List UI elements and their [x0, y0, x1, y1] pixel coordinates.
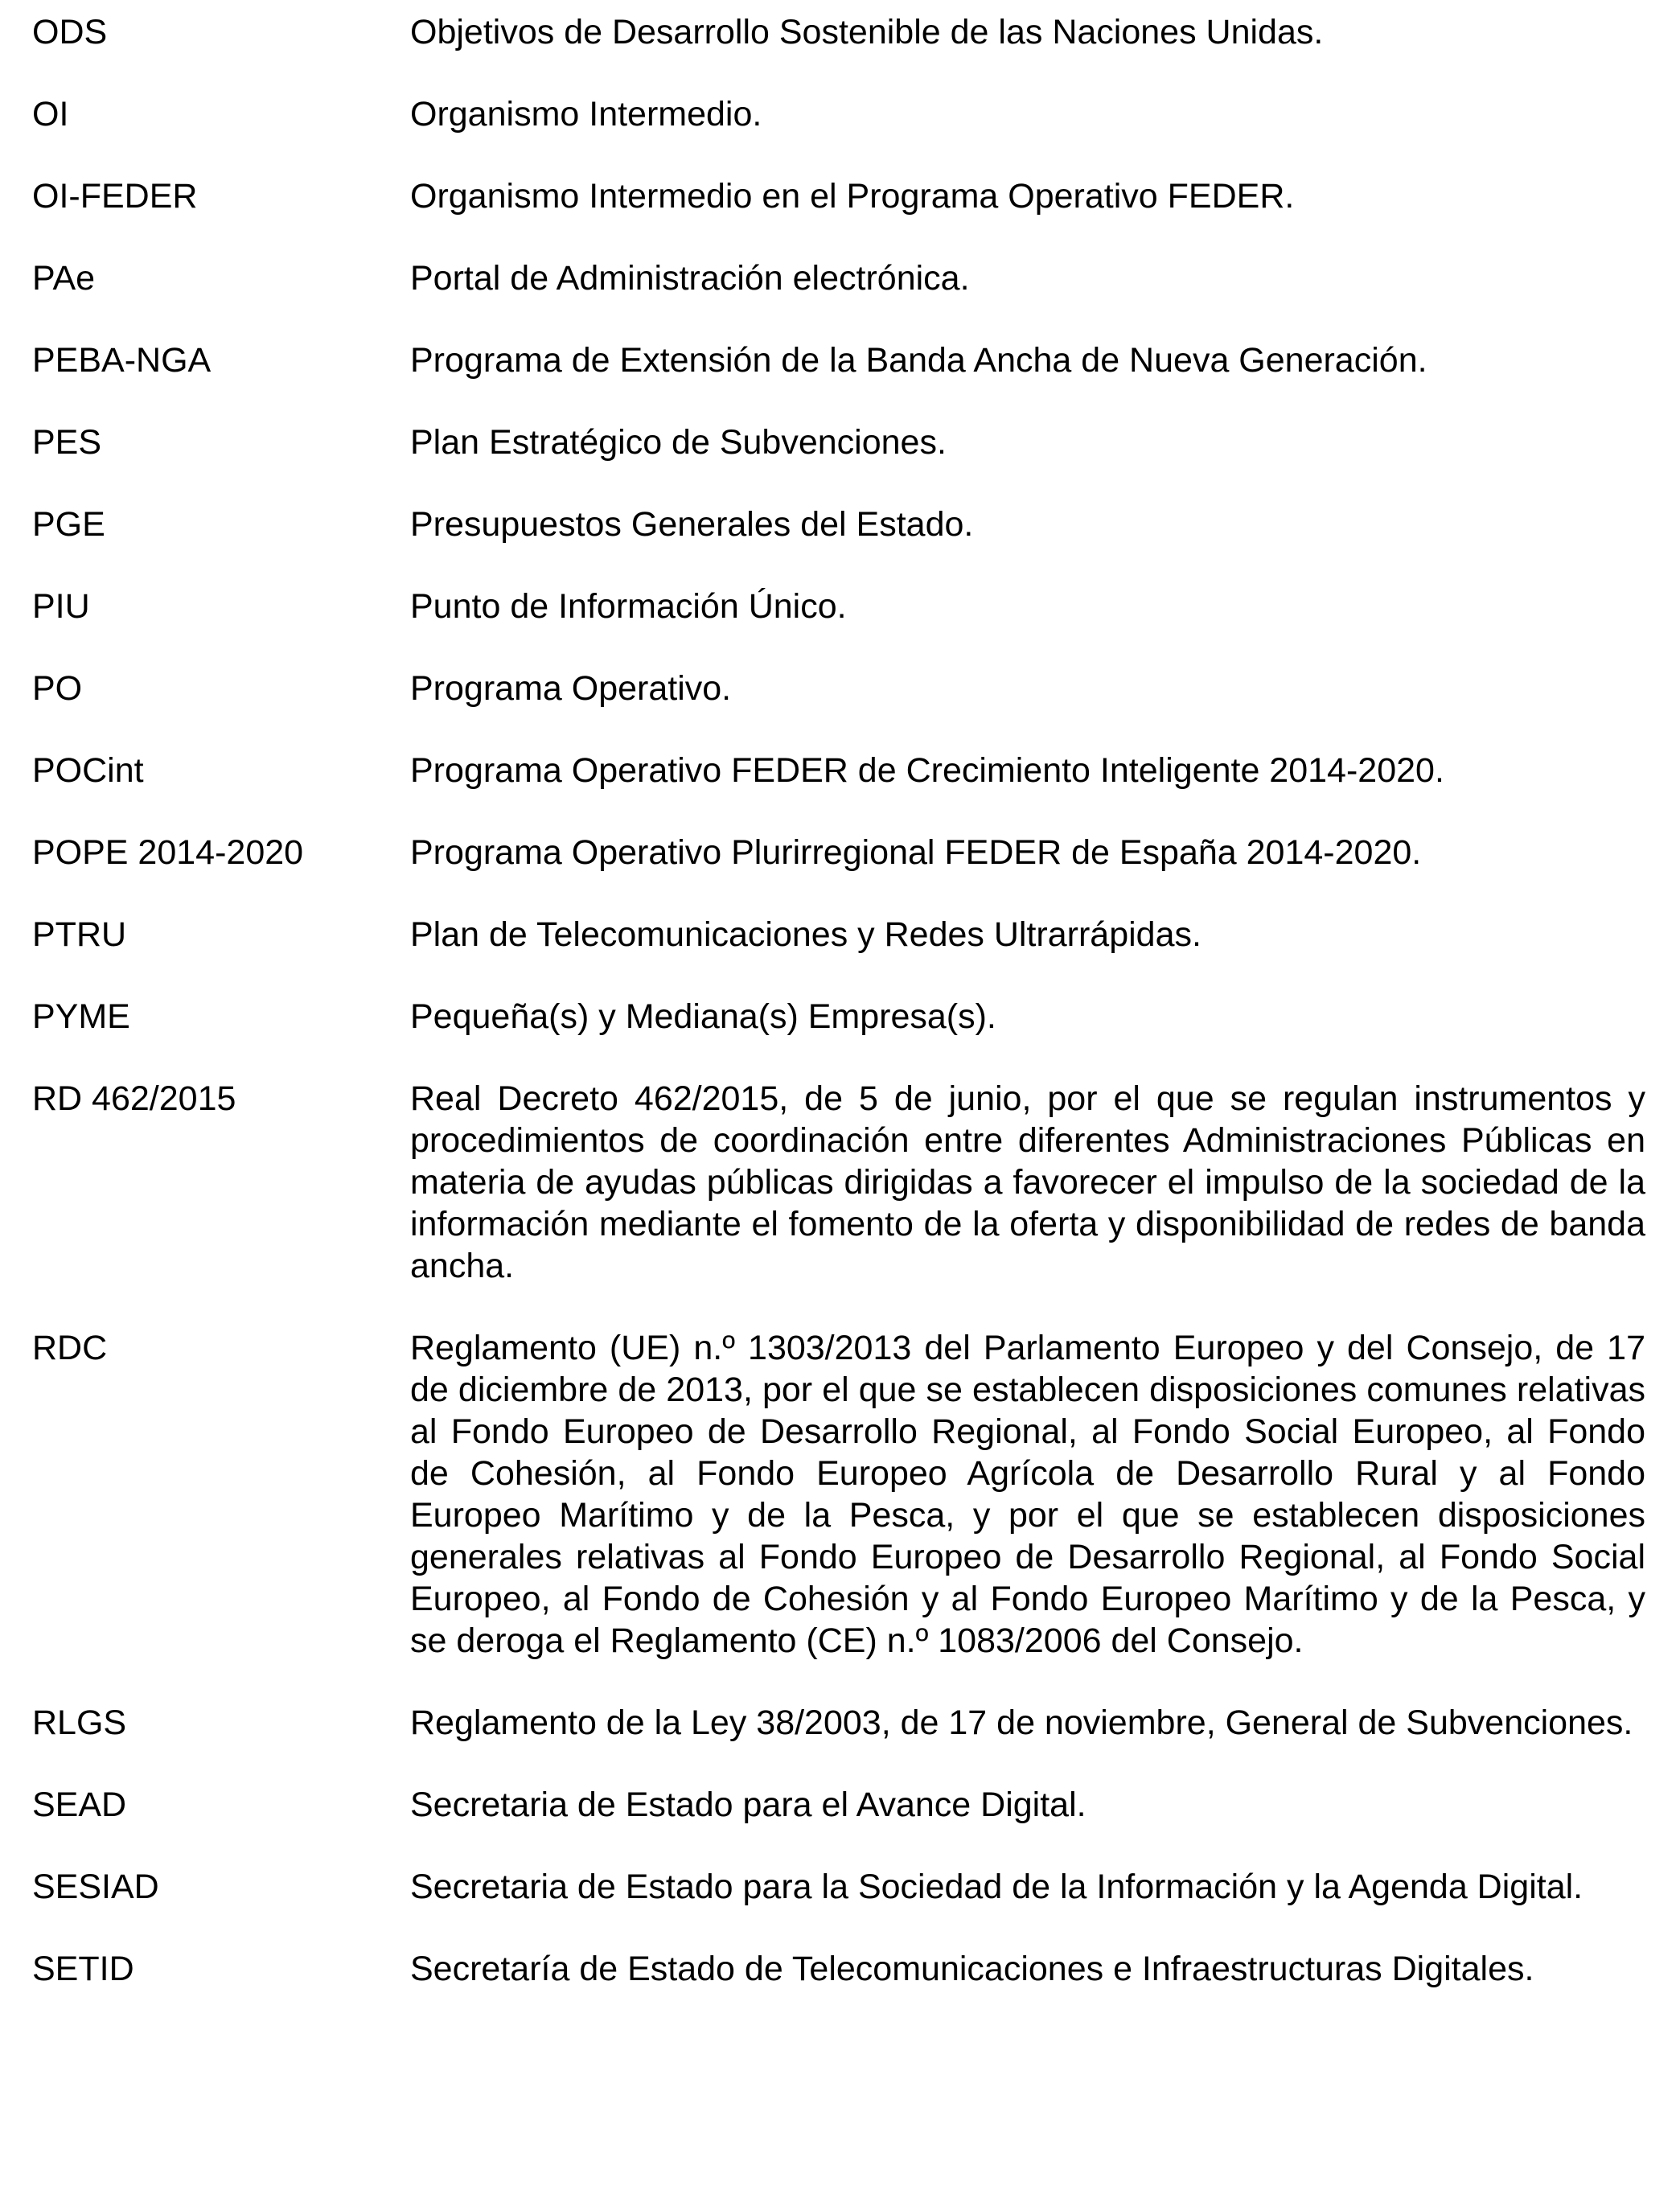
glossary-definition: Reglamento de la Ley 38/2003, de 17 de noviembre, General de Subvenciones. — [410, 1703, 1633, 1742]
glossary-term: RLGS — [32, 1703, 127, 1742]
glossary-entry — [32, 1784, 1645, 1826]
glossary-entry — [32, 750, 1645, 791]
glossary-term: RDC — [32, 1329, 108, 1367]
glossary-definition: Organismo Intermedio. — [410, 95, 762, 134]
glossary-definition: Punto de Información Único. — [410, 587, 847, 626]
glossary-term: PEBA-NGA — [32, 341, 212, 380]
glossary-entry — [32, 1078, 1645, 1287]
glossary-entry — [32, 175, 1645, 217]
glossary-definition: Reglamento (UE) n.º 1303/2013 del Parlamento Europeo y del Consejo, de 17 de diciembre de 2013, por el que se establecen disposiciones comunes relativas al Fondo Europeo de Desarrollo Regional, al Fondo Social Europeo, al Fondo de Cohesión, al Fondo Europeo Agrícola de Desarrollo Rural y al Fondo Europeo Marítimo y de la Pesca, y por el que se establecen disposiciones generales relativas al Fondo Europeo de Desarrollo Regional, al Fondo Social Europeo, al Fondo de Cohesión y al Fondo Europeo Marítimo y de la Pesca, y se deroga el Reglamento (CE) n.º 1083/2006 del Consejo. — [410, 1329, 1645, 1660]
glossary-definition: Programa Operativo. — [410, 669, 732, 708]
glossary-definition: Plan de Telecomunicaciones y Redes Ultrarrápidas. — [410, 915, 1201, 954]
glossary-term: PIU — [32, 587, 90, 626]
glossary-definition: Pequeña(s) y Mediana(s) Empresa(s). — [410, 997, 996, 1036]
glossary-entry — [32, 832, 1645, 873]
glossary-definition: Portal de Administración electrónica. — [410, 259, 970, 298]
glossary-entry — [32, 93, 1645, 135]
glossary-term: PES — [32, 423, 102, 462]
glossary-entry — [32, 421, 1645, 463]
glossary-definition: Plan Estratégico de Subvenciones. — [410, 423, 947, 462]
glossary-definition: Programa de Extensión de la Banda Ancha de Nueva Generación. — [410, 341, 1427, 380]
glossary-term: OI-FEDER — [32, 177, 198, 216]
glossary-definition: Objetivos de Desarrollo Sostenible de las Naciones Unidas. — [410, 13, 1324, 51]
glossary-entry — [32, 11, 1645, 53]
glossary-definition: Presupuestos Generales del Estado. — [410, 505, 974, 544]
glossary-entry — [32, 586, 1645, 627]
glossary-term: PYME — [32, 997, 130, 1036]
glossary-definition: Organismo Intermedio en el Programa Operativo FEDER. — [410, 177, 1295, 216]
glossary-definition: Secretaría de Estado de Telecomunicaciones e Infraestructuras Digitales. — [410, 1950, 1534, 1988]
glossary-term: SESIAD — [32, 1868, 159, 1906]
glossary-term: PO — [32, 669, 83, 708]
glossary-term: PAe — [32, 259, 96, 298]
glossary-entry — [32, 1702, 1645, 1744]
glossary-entry — [32, 503, 1645, 545]
glossary-entry — [32, 1327, 1645, 1662]
glossary-term: OI — [32, 95, 69, 134]
glossary-term: RD 462/2015 — [32, 1079, 236, 1118]
glossary-definition: Secretaria de Estado para la Sociedad de la Información y la Agenda Digital. — [410, 1868, 1583, 1906]
glossary-entry — [32, 1866, 1645, 1908]
glossary-term: ODS — [32, 13, 108, 51]
glossary-entry — [32, 257, 1645, 299]
glossary-entry — [32, 914, 1645, 955]
glossary-definition: Programa Operativo Plurirregional FEDER de España 2014-2020. — [410, 833, 1422, 872]
glossary-term: POCint — [32, 751, 144, 790]
glossary-entry — [32, 668, 1645, 709]
glossary-term: PGE — [32, 505, 105, 544]
glossary-entry — [32, 1948, 1645, 1990]
glossary-entry — [32, 996, 1645, 1038]
glossary-definition: Programa Operativo FEDER de Crecimiento Inteligente 2014-2020. — [410, 751, 1444, 790]
glossary-definition: Secretaria de Estado para el Avance Digital. — [410, 1786, 1086, 1824]
glossary-definition: Real Decreto 462/2015, de 5 de junio, por el que se regulan instrumentos y procedimientos de coordinación entre diferentes Administraciones Públicas en materia de ayudas públicas dirigidas a favorecer el impulso de la sociedad de la información mediante el fomento de la oferta y disponibilidad de redes de banda ancha. — [410, 1079, 1645, 1285]
glossary-term: SEAD — [32, 1786, 127, 1824]
glossary-term: POPE 2014-2020 — [32, 833, 304, 872]
acronym-glossary — [32, 11, 1645, 2030]
glossary-entry — [32, 339, 1645, 381]
glossary-term: SETID — [32, 1950, 134, 1988]
glossary-term: PTRU — [32, 915, 127, 954]
